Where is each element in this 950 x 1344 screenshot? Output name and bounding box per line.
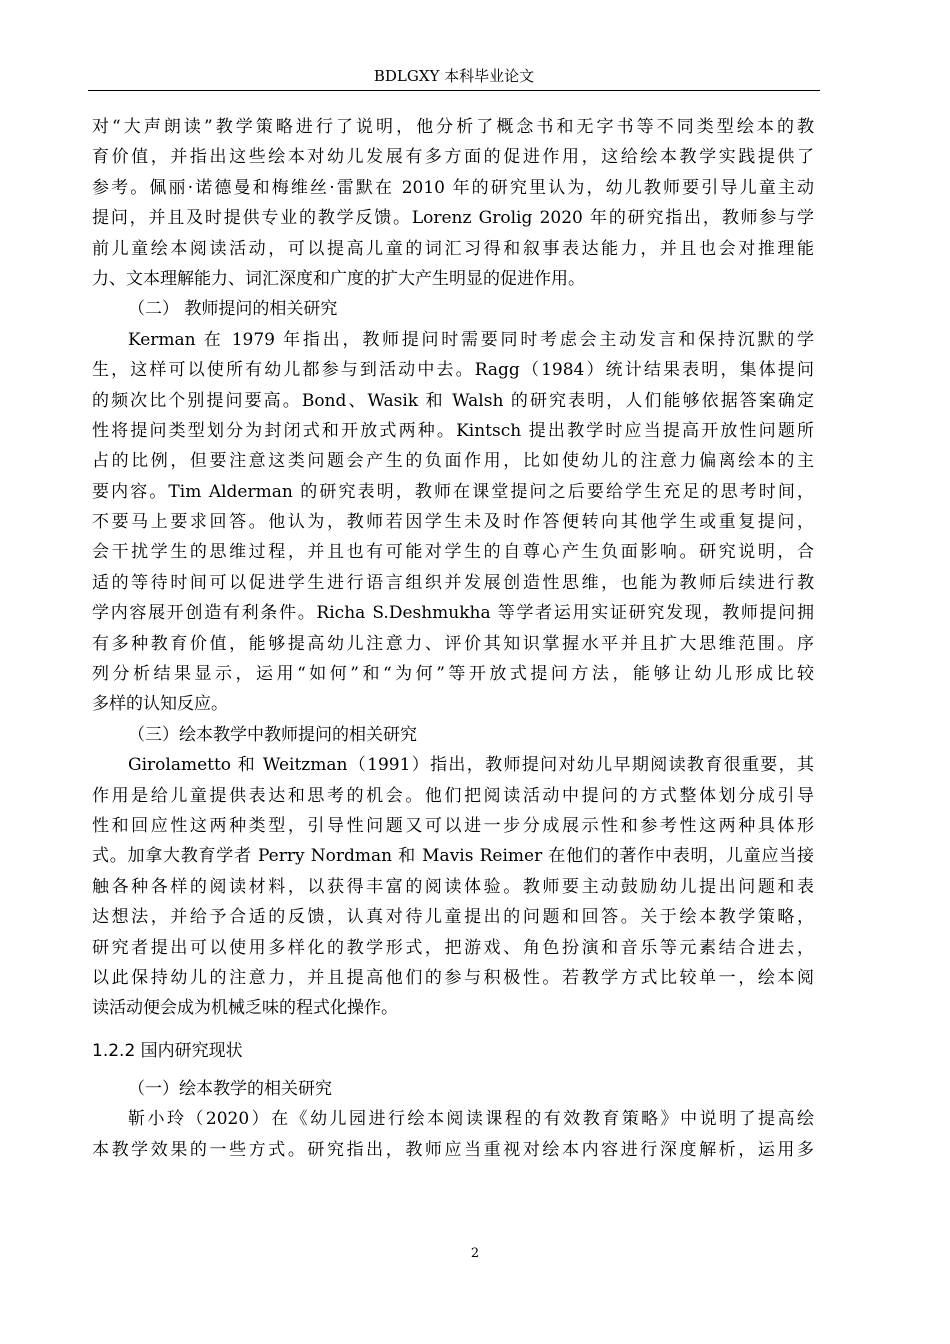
text-line: 提问，并且及时提供专业的教学反馈。Lorenz Grolig 2020 年的研究指出，教师参与学 xyxy=(92,208,814,229)
text-line: 多样的认知反应。 xyxy=(92,694,228,715)
text-line: 触各种各样的阅读材料，以获得丰富的阅读体验。教师要主动鼓励幼儿提出问题和表 xyxy=(92,876,814,897)
text-line: 性和回应性这两种类型，引导性问题又可以进一步分成展示性和参考性这两种具体形 xyxy=(92,815,814,836)
text-line: 性将提问类型划分为封闭式和开放式两种。Kintsch 提出教学时应当提高开放性问题所 xyxy=(92,420,814,441)
text-line: 参考。佩丽·诺德曼和梅维丝·雷默在 2010 年的研究里认为，幼儿教师要引导儿童主动 xyxy=(92,177,814,198)
text-line: 力、文本理解能力、词汇深度和广度的扩大产生明显的促进作用。 xyxy=(92,268,585,289)
text-line: 读活动便会成为机械乏味的程式化操作。 xyxy=(92,998,398,1019)
text-line: 对“大声朗读”教学策略进行了说明，他分析了概念书和无字书等不同类型绘本的教 xyxy=(92,117,814,137)
document-body xyxy=(92,112,814,1165)
text-line: 适的等待时间可以促进学生进行语言组织并发展创造性思维，也能为教师后续进行教 xyxy=(92,572,814,593)
text-line: 以此保持幼儿的注意力，并且提高他们的参与积极性。若教学方式比较单一，绘本阅 xyxy=(92,967,814,988)
text-line: 不要马上要求回答。他认为，教师若因学生未及时作答便转向其他学生或重复提问， xyxy=(92,512,814,533)
text-line: 会干扰学生的思维过程，并且也有可能对学生的自尊心产生负面影响。研究说明，合 xyxy=(92,542,814,563)
text-line: 有多种教育价值，能够提高幼儿注意力、评价其知识掌握水平并且扩大思维范围。序 xyxy=(92,633,814,654)
text-line: 靳小玲（2020）在《幼儿园进行绘本阅读课程的有效教育策略》中说明了提高绘 xyxy=(128,1109,814,1130)
paragraph-aloud-reading xyxy=(92,112,814,294)
heading-domestic-research: 1.2.2 国内研究现状 xyxy=(92,1040,243,1061)
header-rule xyxy=(88,90,820,91)
text-line: 列分析结果显示，运用“如何”和“为何”等开放式提问方法，能够让幼儿形成比较 xyxy=(92,664,814,685)
subheading-domestic-picture-book: （一）绘本教学的相关研究 xyxy=(128,1078,332,1099)
subheading-teacher-questioning: （二） 教师提问的相关研究 xyxy=(128,299,338,320)
paragraph-domestic-picture-book xyxy=(92,1104,814,1165)
paragraph-picture-book-questioning xyxy=(92,750,814,1024)
text-line: 育价值，并指出这些绘本对幼儿发展有多方面的促进作用，这给绘本教学实践提供了 xyxy=(92,147,814,168)
text-line: Kerman 在 1979 年指出，教师提问时需要同时考虑会主动发言和保持沉默的学 xyxy=(128,329,814,350)
text-line: 要内容。Tim Alderman 的研究表明，教师在课堂提问之后要给学生充足的思考时间， xyxy=(92,481,814,502)
text-line: Girolametto 和 Weitzman（1991）指出，教师提问对幼儿早期阅读教育很重要，其 xyxy=(128,755,814,776)
text-line: 占的比例，但要注意这类问题会产生的负面作用，比如使幼儿的注意力偏离绘本的主 xyxy=(92,451,814,472)
text-line: 本教学效果的一些方式。研究指出，教师应当重视对绘本内容进行深度解析，运用多 xyxy=(92,1139,814,1160)
text-line: 的频次比个别提问要高。Bond、Wasik 和 Walsh 的研究表明，人们能够依据答案确定 xyxy=(92,390,814,411)
text-line: 生，这样可以使所有幼儿都参与到活动中去。Ragg（1984）统计结果表明，集体提问 xyxy=(92,360,814,381)
text-line: 前儿童绘本阅读活动，可以提高儿童的词汇习得和叙事表达能力，并且也会对推理能 xyxy=(92,238,814,259)
text-line: 研究者提出可以使用多样化的教学形式，把游戏、角色扮演和音乐等元素结合进去， xyxy=(92,937,814,958)
text-line: 式。加拿大教育学者 Perry Nordman 和 Mavis Reimer 在他们的著作中表明，儿童应当接 xyxy=(92,846,814,867)
page-number: 2 xyxy=(470,1246,480,1261)
text-line: 作用是给儿童提供表达和思考的机会。他们把阅读活动中提问的方式整体划分成引导 xyxy=(92,785,814,806)
running-header: BDLGXY 本科毕业论文 xyxy=(373,67,535,85)
subheading-picture-book-questioning: （三）绘本教学中教师提问的相关研究 xyxy=(128,724,417,745)
paragraph-teacher-questioning xyxy=(92,325,814,720)
text-line: 学内容展开创造有利条件。Richa S.Deshmukha 等学者运用实证研究发现，教师提问拥 xyxy=(92,603,814,624)
text-line: 达想法，并给予合适的反馈，认真对待儿童提出的问题和回答。关于绘本教学策略， xyxy=(92,907,814,928)
